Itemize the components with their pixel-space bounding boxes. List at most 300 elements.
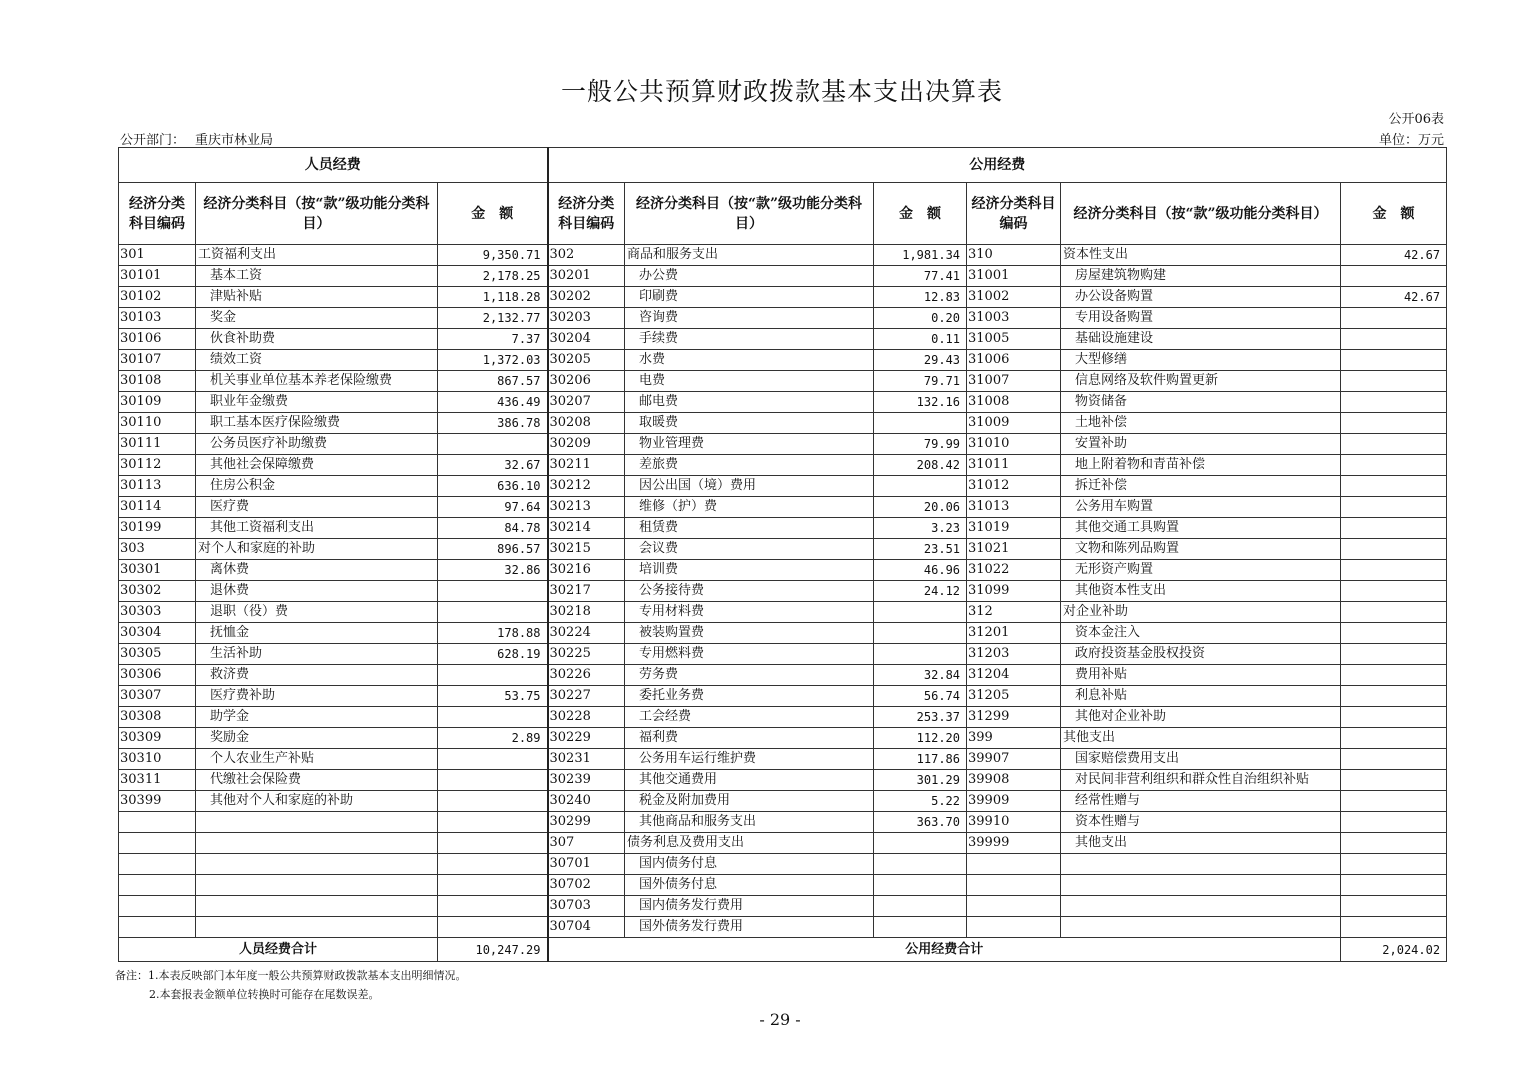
cell-amount: 97.64 — [438, 497, 548, 518]
cell-amount: 42.67 — [1341, 287, 1447, 308]
cell-name: 其他支出 — [1061, 833, 1341, 854]
cell-name: 手续费 — [625, 329, 874, 350]
cell-name: 地上附着物和青苗补偿 — [1061, 455, 1341, 476]
cell-code: 30704 — [548, 917, 625, 938]
cell-amount: 79.99 — [874, 434, 967, 455]
cell-amount — [1341, 644, 1447, 665]
cell-name: 对个人和家庭的补助 — [196, 539, 438, 560]
cell-code: 307 — [548, 833, 625, 854]
cell-code: 39910 — [967, 812, 1061, 833]
table-row — [119, 812, 1447, 833]
cell-code: 31001 — [967, 266, 1061, 287]
cell-code: 31009 — [967, 413, 1061, 434]
cell-name: 伙食补助费 — [196, 329, 438, 350]
cell-code: 30107 — [119, 350, 196, 371]
table-row — [119, 791, 1447, 812]
cell-amount: 56.74 — [874, 686, 967, 707]
cell-code: 30305 — [119, 644, 196, 665]
cell-amount — [438, 434, 548, 455]
cell-name: 机关事业单位基本养老保险缴费 — [196, 371, 438, 392]
cell-code: 310 — [967, 245, 1061, 266]
cell-code: 30208 — [548, 413, 625, 434]
cell-name: 因公出国（境）费用 — [625, 476, 874, 497]
cell-name: 文物和陈列品购置 — [1061, 539, 1341, 560]
cell-name — [1061, 917, 1341, 938]
cell-code: 30110 — [119, 413, 196, 434]
cell-name: 商品和服务支出 — [625, 245, 874, 266]
cell-name: 代缴社会保险费 — [196, 770, 438, 791]
cell-code — [967, 896, 1061, 917]
cell-name — [196, 917, 438, 938]
cell-amount: 112.20 — [874, 728, 967, 749]
table-row — [119, 350, 1447, 371]
header-name: 经济分类科目（按“款”级功能分类科目） — [625, 183, 874, 245]
cell-name: 水费 — [625, 350, 874, 371]
cell-code: 399 — [967, 728, 1061, 749]
cell-amount — [1341, 581, 1447, 602]
cell-code: 31005 — [967, 329, 1061, 350]
cell-amount: 53.75 — [438, 686, 548, 707]
cell-amount — [1341, 329, 1447, 350]
cell-name: 国家赔偿费用支出 — [1061, 749, 1341, 770]
cell-name: 拆迁补偿 — [1061, 476, 1341, 497]
cell-name: 医疗费 — [196, 497, 438, 518]
cell-name: 经常性赠与 — [1061, 791, 1341, 812]
cell-code: 30303 — [119, 602, 196, 623]
cell-amount — [1341, 371, 1447, 392]
cell-name: 离休费 — [196, 560, 438, 581]
cell-code: 30229 — [548, 728, 625, 749]
cell-code: 30108 — [119, 371, 196, 392]
cell-amount — [1341, 707, 1447, 728]
cell-amount — [1341, 896, 1447, 917]
cell-code: 30301 — [119, 560, 196, 581]
cell-amount: 24.12 — [874, 581, 967, 602]
cell-code: 30212 — [548, 476, 625, 497]
header-code: 经济分类科目编码 — [967, 183, 1061, 245]
cell-code: 31299 — [967, 707, 1061, 728]
cell-code: 30213 — [548, 497, 625, 518]
department-value: 重庆市林业局 — [195, 133, 274, 148]
header-amount: 金 额 — [1341, 183, 1447, 245]
note-line-2: 2.本套报表金额单位转换时可能存在尾数误差。 — [149, 988, 380, 1001]
cell-code: 30201 — [548, 266, 625, 287]
table-row — [119, 308, 1447, 329]
table-row — [119, 665, 1447, 686]
table-body — [119, 245, 1447, 938]
cell-code: 30308 — [119, 707, 196, 728]
cell-amount — [1341, 455, 1447, 476]
cell-name: 职工基本医疗保险缴费 — [196, 413, 438, 434]
table-row — [119, 434, 1447, 455]
cell-amount: 1,981.34 — [874, 245, 967, 266]
cell-amount — [874, 413, 967, 434]
cell-amount — [438, 875, 548, 896]
cell-amount — [1341, 308, 1447, 329]
cell-amount — [1341, 266, 1447, 287]
public-total-label: 公用经费合计 — [548, 938, 1341, 962]
cell-code: 30702 — [548, 875, 625, 896]
cell-amount: 3.23 — [874, 518, 967, 539]
cell-amount — [1341, 434, 1447, 455]
table-row — [119, 245, 1447, 266]
notes — [115, 966, 467, 1004]
cell-code: 30215 — [548, 539, 625, 560]
cell-name: 邮电费 — [625, 392, 874, 413]
section-public: 公用经费 — [548, 148, 1447, 183]
cell-amount — [438, 581, 548, 602]
cell-name: 安置补助 — [1061, 434, 1341, 455]
table-row — [119, 476, 1447, 497]
cell-amount: 9,350.71 — [438, 245, 548, 266]
cell-amount — [438, 812, 548, 833]
expenditure-table — [118, 147, 1447, 962]
cell-name: 租赁费 — [625, 518, 874, 539]
cell-code: 31012 — [967, 476, 1061, 497]
cell-amount: 42.67 — [1341, 245, 1447, 266]
cell-amount — [874, 476, 967, 497]
department-line — [120, 129, 273, 148]
cell-name — [1061, 896, 1341, 917]
table-row — [119, 560, 1447, 581]
cell-name: 维修（护）费 — [625, 497, 874, 518]
cell-name: 基础设施建设 — [1061, 329, 1341, 350]
cell-code — [967, 854, 1061, 875]
public-total-amount: 2,024.02 — [1341, 938, 1447, 962]
cell-name: 税金及附加费用 — [625, 791, 874, 812]
personnel-total-amount: 10,247.29 — [438, 938, 548, 962]
cell-code: 31002 — [967, 287, 1061, 308]
cell-amount — [438, 854, 548, 875]
cell-code: 30228 — [548, 707, 625, 728]
cell-name: 抚恤金 — [196, 623, 438, 644]
cell-name: 对民间非营利组织和群众性自治组织补贴 — [1061, 770, 1341, 791]
cell-code — [119, 812, 196, 833]
cell-amount: 32.86 — [438, 560, 548, 581]
table-row — [119, 455, 1447, 476]
table-row — [119, 917, 1447, 938]
cell-name: 取暖费 — [625, 413, 874, 434]
cell-amount — [874, 623, 967, 644]
cell-code: 30214 — [548, 518, 625, 539]
section-personnel: 人员经费 — [119, 148, 548, 183]
cell-name: 专用材料费 — [625, 602, 874, 623]
cell-code: 30109 — [119, 392, 196, 413]
cell-amount: 636.10 — [438, 476, 548, 497]
cell-amount: 29.43 — [874, 350, 967, 371]
cell-name: 个人农业生产补贴 — [196, 749, 438, 770]
cell-name: 医疗费补助 — [196, 686, 438, 707]
cell-code: 31011 — [967, 455, 1061, 476]
cell-amount: 132.16 — [874, 392, 967, 413]
cell-code: 30304 — [119, 623, 196, 644]
cell-name: 对企业补助 — [1061, 602, 1341, 623]
cell-name: 工会经费 — [625, 707, 874, 728]
header-amount: 金 额 — [438, 183, 548, 245]
cell-code: 39907 — [967, 749, 1061, 770]
cell-amount: 117.86 — [874, 749, 967, 770]
cell-name: 其他资本性支出 — [1061, 581, 1341, 602]
cell-code: 30205 — [548, 350, 625, 371]
table-row — [119, 854, 1447, 875]
cell-code: 30111 — [119, 434, 196, 455]
cell-name: 会议费 — [625, 539, 874, 560]
cell-name: 办公设备购置 — [1061, 287, 1341, 308]
cell-name: 房屋建筑物购建 — [1061, 266, 1341, 287]
cell-name: 住房公积金 — [196, 476, 438, 497]
cell-code: 30202 — [548, 287, 625, 308]
cell-amount — [1341, 665, 1447, 686]
cell-amount: 20.06 — [874, 497, 967, 518]
cell-name: 其他工资福利支出 — [196, 518, 438, 539]
cell-amount: 178.88 — [438, 623, 548, 644]
cell-amount: 867.57 — [438, 371, 548, 392]
cell-name: 印刷费 — [625, 287, 874, 308]
cell-amount: 1,118.28 — [438, 287, 548, 308]
cell-name: 生活补助 — [196, 644, 438, 665]
cell-code: 30227 — [548, 686, 625, 707]
table-number: 公开06表 — [1388, 112, 1444, 127]
cell-amount — [1341, 476, 1447, 497]
cell-amount — [874, 917, 967, 938]
department-label: 公开部门： — [120, 133, 186, 148]
cell-code: 30218 — [548, 602, 625, 623]
cell-name: 资本金注入 — [1061, 623, 1341, 644]
table-row — [119, 413, 1447, 434]
cell-amount — [1341, 917, 1447, 938]
cell-name: 信息网络及软件购置更新 — [1061, 371, 1341, 392]
personnel-total-label: 人员经费合计 — [119, 938, 438, 962]
cell-name — [196, 812, 438, 833]
cell-code: 30209 — [548, 434, 625, 455]
cell-code: 31021 — [967, 539, 1061, 560]
cell-name — [1061, 854, 1341, 875]
cell-amount — [1341, 560, 1447, 581]
cell-name: 国外债务发行费用 — [625, 917, 874, 938]
cell-amount — [438, 665, 548, 686]
cell-code: 30703 — [548, 896, 625, 917]
cell-amount — [438, 896, 548, 917]
cell-name: 工资福利支出 — [196, 245, 438, 266]
cell-amount — [1341, 413, 1447, 434]
table-row — [119, 728, 1447, 749]
cell-code: 39909 — [967, 791, 1061, 812]
cell-name: 退休费 — [196, 581, 438, 602]
cell-name: 咨询费 — [625, 308, 874, 329]
table-row — [119, 707, 1447, 728]
cell-name: 债务利息及费用支出 — [625, 833, 874, 854]
cell-name: 其他对个人和家庭的补助 — [196, 791, 438, 812]
cell-code — [119, 833, 196, 854]
cell-code: 30216 — [548, 560, 625, 581]
cell-amount: 301.29 — [874, 770, 967, 791]
cell-code: 30207 — [548, 392, 625, 413]
cell-name: 国内债务发行费用 — [625, 896, 874, 917]
header-name: 经济分类科目（按“款”级功能分类科目） — [1061, 183, 1341, 245]
cell-code: 30302 — [119, 581, 196, 602]
cell-amount — [1341, 854, 1447, 875]
cell-code: 31022 — [967, 560, 1061, 581]
header-name: 经济分类科目（按“款”级功能分类科目） — [196, 183, 438, 245]
cell-code: 31003 — [967, 308, 1061, 329]
cell-code: 30217 — [548, 581, 625, 602]
table-row — [119, 539, 1447, 560]
cell-name: 办公费 — [625, 266, 874, 287]
table-row — [119, 266, 1447, 287]
cell-code: 31201 — [967, 623, 1061, 644]
cell-name — [196, 833, 438, 854]
cell-code: 30239 — [548, 770, 625, 791]
cell-amount — [1341, 350, 1447, 371]
cell-name: 其他支出 — [1061, 728, 1341, 749]
cell-amount: 77.41 — [874, 266, 967, 287]
cell-name: 物业管理费 — [625, 434, 874, 455]
cell-amount: 84.78 — [438, 518, 548, 539]
cell-amount — [874, 896, 967, 917]
cell-name: 救济费 — [196, 665, 438, 686]
cell-code: 30101 — [119, 266, 196, 287]
table-row — [119, 518, 1447, 539]
cell-name: 绩效工资 — [196, 350, 438, 371]
header-code: 经济分类科目编码 — [119, 183, 196, 245]
cell-amount — [1341, 875, 1447, 896]
cell-code: 30399 — [119, 791, 196, 812]
cell-amount — [1341, 518, 1447, 539]
table-row — [119, 581, 1447, 602]
cell-amount — [438, 602, 548, 623]
table-row — [119, 644, 1447, 665]
cell-code — [967, 875, 1061, 896]
cell-amount — [438, 917, 548, 938]
cell-amount: 1,372.03 — [438, 350, 548, 371]
table-row — [119, 392, 1447, 413]
cell-name: 其他社会保障缴费 — [196, 455, 438, 476]
cell-name: 政府投资基金股权投资 — [1061, 644, 1341, 665]
cell-code: 30231 — [548, 749, 625, 770]
cell-name: 专用设备购置 — [1061, 308, 1341, 329]
cell-name — [196, 896, 438, 917]
cell-amount: 896.57 — [438, 539, 548, 560]
cell-amount: 46.96 — [874, 560, 967, 581]
cell-name: 大型修缮 — [1061, 350, 1341, 371]
cell-amount: 12.83 — [874, 287, 967, 308]
cell-amount — [1341, 812, 1447, 833]
cell-code: 39999 — [967, 833, 1061, 854]
cell-amount — [1341, 392, 1447, 413]
cell-name: 退职（役）费 — [196, 602, 438, 623]
cell-name: 其他商品和服务支出 — [625, 812, 874, 833]
cell-name: 其他对企业补助 — [1061, 707, 1341, 728]
cell-name — [1061, 875, 1341, 896]
table-row — [119, 770, 1447, 791]
cell-code: 30102 — [119, 287, 196, 308]
cell-amount — [438, 707, 548, 728]
cell-amount — [1341, 539, 1447, 560]
cell-amount: 436.49 — [438, 392, 548, 413]
cell-name: 其他交通费用 — [625, 770, 874, 791]
unit-label: 单位：万元 — [1378, 133, 1444, 148]
cell-code: 31008 — [967, 392, 1061, 413]
cell-code — [119, 854, 196, 875]
cell-name: 其他交通工具购置 — [1061, 518, 1341, 539]
cell-name: 电费 — [625, 371, 874, 392]
cell-name: 费用补贴 — [1061, 665, 1341, 686]
cell-code: 312 — [967, 602, 1061, 623]
table-row — [119, 896, 1447, 917]
table-row — [119, 686, 1447, 707]
cell-name: 国外债务付息 — [625, 875, 874, 896]
cell-code: 31007 — [967, 371, 1061, 392]
cell-amount — [1341, 770, 1447, 791]
cell-code: 30311 — [119, 770, 196, 791]
cell-name: 委托业务费 — [625, 686, 874, 707]
cell-name: 培训费 — [625, 560, 874, 581]
cell-name: 福利费 — [625, 728, 874, 749]
note-line-1: 备注：1.本表反映部门本年度一般公共预算财政拨款基本支出明细情况。 — [115, 969, 467, 982]
cell-name — [196, 875, 438, 896]
cell-amount: 363.70 — [874, 812, 967, 833]
cell-amount — [874, 602, 967, 623]
cell-amount — [1341, 497, 1447, 518]
cell-code: 31204 — [967, 665, 1061, 686]
table-row — [119, 623, 1447, 644]
cell-amount: 0.20 — [874, 308, 967, 329]
cell-amount — [1341, 602, 1447, 623]
table-row — [119, 875, 1447, 896]
cell-name: 助学金 — [196, 707, 438, 728]
cell-name: 职业年金缴费 — [196, 392, 438, 413]
totals-row — [119, 938, 1447, 962]
cell-amount: 0.11 — [874, 329, 967, 350]
cell-code: 30310 — [119, 749, 196, 770]
cell-code: 39908 — [967, 770, 1061, 791]
table-row — [119, 287, 1447, 308]
cell-code: 30307 — [119, 686, 196, 707]
cell-amount: 208.42 — [874, 455, 967, 476]
cell-code — [967, 917, 1061, 938]
cell-code: 302 — [548, 245, 625, 266]
cell-code: 31205 — [967, 686, 1061, 707]
cell-code: 30113 — [119, 476, 196, 497]
cell-code: 31010 — [967, 434, 1061, 455]
cell-code — [119, 875, 196, 896]
cell-name — [196, 854, 438, 875]
cell-code: 303 — [119, 539, 196, 560]
cell-code: 30204 — [548, 329, 625, 350]
cell-code: 30211 — [548, 455, 625, 476]
table-row — [119, 749, 1447, 770]
cell-amount — [1341, 686, 1447, 707]
cell-amount: 7.37 — [438, 329, 548, 350]
table-row — [119, 371, 1447, 392]
cell-amount: 253.37 — [874, 707, 967, 728]
cell-name: 资本性赠与 — [1061, 812, 1341, 833]
cell-amount — [874, 833, 967, 854]
cell-amount — [1341, 749, 1447, 770]
cell-code: 30306 — [119, 665, 196, 686]
cell-amount: 32.84 — [874, 665, 967, 686]
cell-code: 31099 — [967, 581, 1061, 602]
cell-code: 30309 — [119, 728, 196, 749]
cell-amount: 2,178.25 — [438, 266, 548, 287]
cell-code: 31019 — [967, 518, 1061, 539]
cell-amount — [1341, 623, 1447, 644]
cell-code: 30203 — [548, 308, 625, 329]
cell-name: 基本工资 — [196, 266, 438, 287]
cell-name: 公务用车购置 — [1061, 497, 1341, 518]
cell-name: 公务用车运行维护费 — [625, 749, 874, 770]
cell-amount — [438, 749, 548, 770]
